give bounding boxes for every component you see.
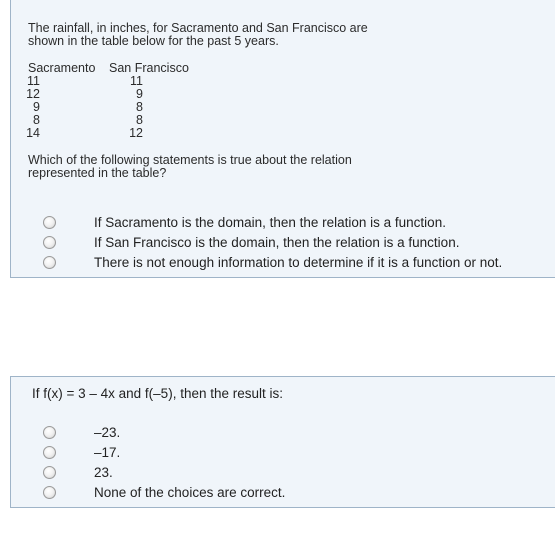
radio-button[interactable] [43,426,56,439]
table-cell-san-francisco: 12 [129,126,143,140]
radio-button[interactable] [43,466,56,479]
option-label: If Sacramento is the domain, then the relation is a function. [94,214,446,230]
option-label: There is not enough information to determine if it is a function or not. [94,254,503,270]
radio-button[interactable] [43,486,56,499]
question-2-card [10,376,555,508]
table-cell-sacramento: 14 [26,126,40,140]
question-2-option-a[interactable] [43,422,121,442]
option-label: None of the choices are correct. [94,484,286,500]
question-2-options [43,422,286,502]
question-1-question [28,154,352,180]
question-2-option-d[interactable] [43,482,286,502]
table-cell-sacramento: 12 [26,87,40,101]
radio-button[interactable] [43,236,56,249]
table-row [28,88,189,101]
question-1-option-b[interactable] [43,232,460,252]
option-label: If San Francisco is the domain, then the relation is a function. [94,234,460,250]
question-1-option-a[interactable] [43,212,446,232]
table-cell-san-francisco: 8 [136,113,143,127]
radio-button[interactable] [43,446,56,459]
table-cell-sacramento: 9 [33,100,40,114]
table-header-row [28,62,189,75]
question-2-prompt: If f(x) = 3 – 4x and f(–5), then the result is: [32,386,283,401]
question-1-intro-line-2: shown in the table below for the past 5 years. [28,34,279,48]
table-cell-san-francisco: 11 [130,74,143,88]
table-row [28,101,189,114]
question-1-card [10,0,555,278]
question-1-intro [28,22,368,48]
question-2-option-c[interactable] [43,462,113,482]
question-1-question-line-2: represented in the table? [28,166,167,180]
table-header-san-francisco: San Francisco [109,61,189,75]
radio-button[interactable] [43,256,56,269]
radio-button[interactable] [43,216,56,229]
table-row [28,127,189,140]
question-1-intro-line-1: The rainfall, in inches, for Sacramento and San Francisco are [28,21,368,35]
question-1-options [43,212,503,272]
question-2-option-b[interactable] [43,442,121,462]
table-cell-sacramento: 8 [33,113,40,127]
table-cell-san-francisco: 9 [136,87,143,101]
question-1-question-line-1: Which of the following statements is true about the relation [28,153,352,167]
table-cell-sacramento: 11 [27,74,40,88]
table-row [28,75,189,88]
option-label: 23. [94,464,113,480]
option-label: –17. [94,444,121,460]
table-header-sacramento: Sacramento [28,61,96,75]
rainfall-table [28,62,189,140]
table-cell-san-francisco: 8 [136,100,143,114]
table-row [28,114,189,127]
option-label: –23. [94,424,121,440]
question-1-option-c[interactable] [43,252,503,272]
